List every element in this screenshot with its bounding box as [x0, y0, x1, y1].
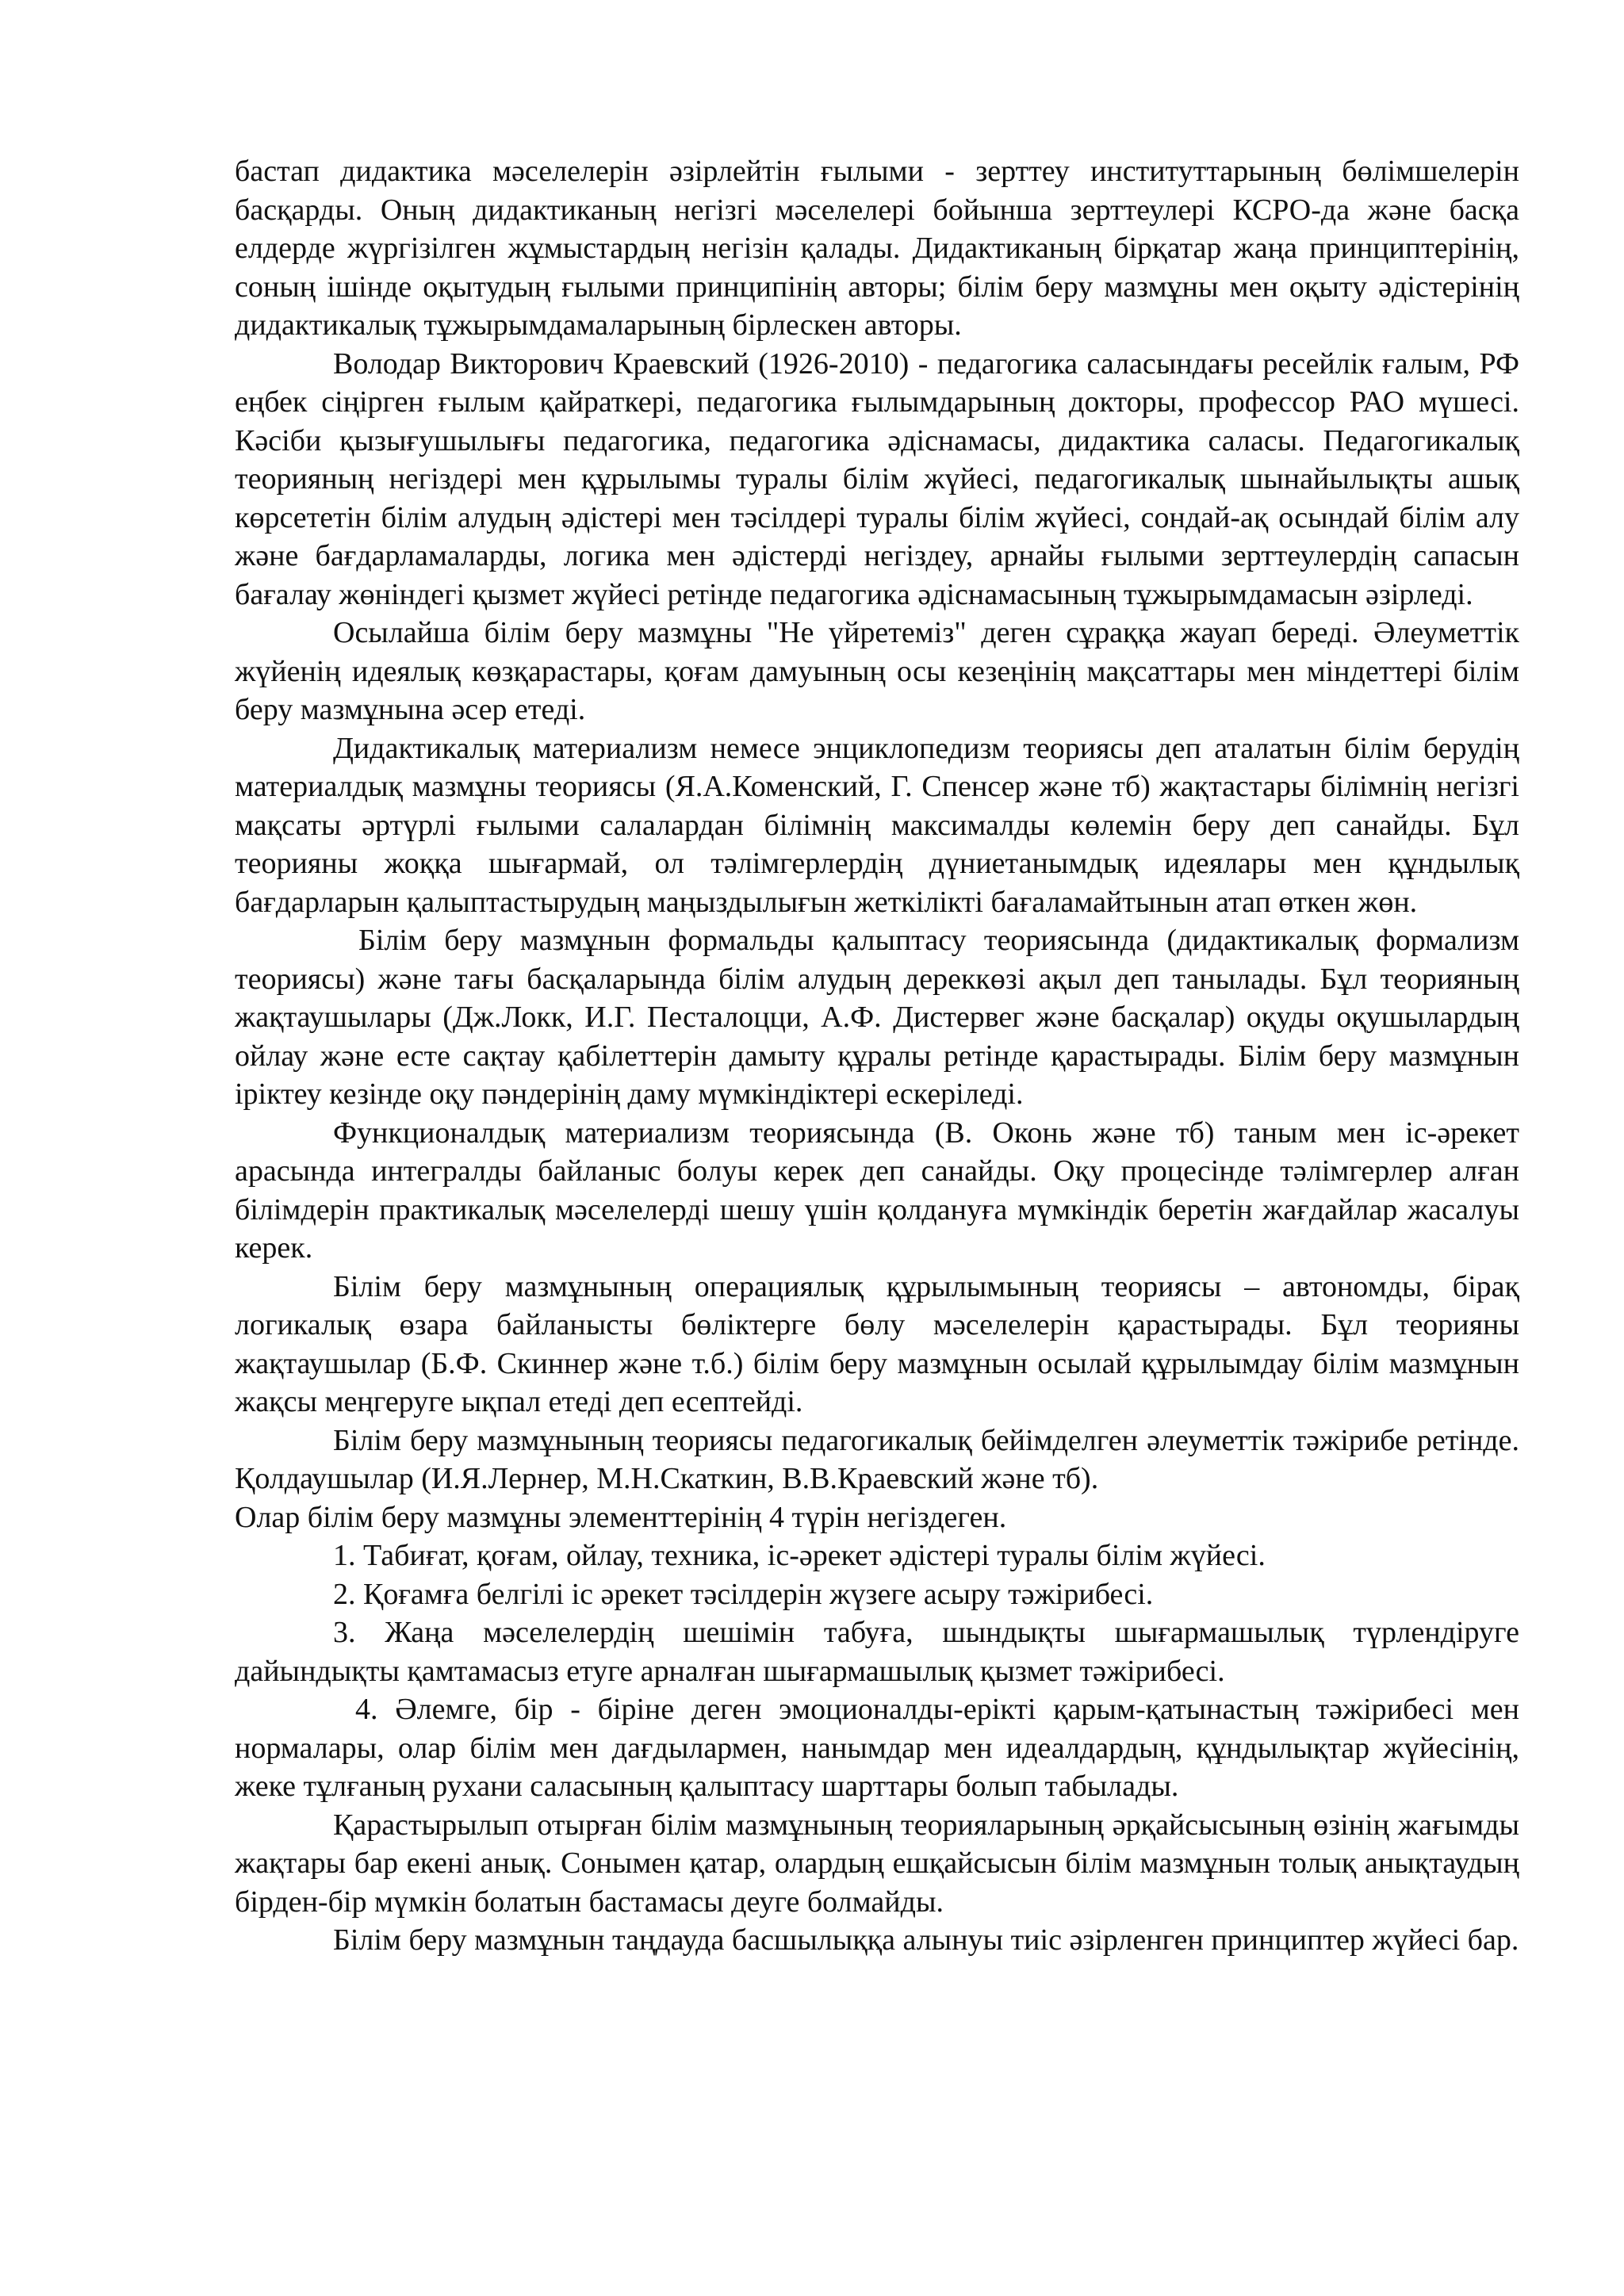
list-item-1: 1. Табиғат, қоғам, ойлау, техника, іс-әрекет әдістері туралы білім жүйесі. — [333, 1539, 1266, 1572]
paragraph-functional-materialism: Функционалдық материализм теориясында (В. Оконь және тб) таным мен іс-әрекет арасында интегралды байланыс болуы керек деп санайды. Оқу процесінде тәлімгерлер алған білімдерін практикалық мәселелерді шешу үшін қолдануға мүмкіндік беретін жағдайлар жасалуы керек. — [235, 1115, 1519, 1265]
paragraph-operational-structure: Білім беру мазмұнының операциялық құрылымының теориясы – автономды, бірақ логикалық өзара байланысты бөліктерге бөлу мәселелерін қарастырады. Бұл теорияны жақтаушылар (Б.Ф. Скиннер және т.б.) білім беру мазмұнын осылай құрылымдау білім мазмұнын жақсы меңгеруге ықпал етеді деп есептейді. — [235, 1269, 1519, 1418]
paragraph-formal-theory: Білім беру мазмұнын формальды қалыптасу теориясында (дидактикалық формализм теориясы) және тағы басқаларында білім алудың дереккөзі ақыл деп танылады. Бұл теорияның жақтаушылары (Дж.Локк, И.Г. Песталоцци, А.Ф. Дистервег және басқалар) оқуды оқушылардың ойлау және есте сақтау қабілеттерін дамыту құралы ретінде қарастырады. Білім беру мазмұнын іріктеу кезінде оқу пәндерінің даму мүмкіндіктері ескеріледі. — [235, 924, 1519, 1111]
list-item-4: 4. Әлемге, бір - біріне деген эмоционалды-ерікті қарым-қатынастың тәжірибесі мен нормалары, олар білім мен дағдылармен, нанымдар мен идеалдардың, құндылықтар жүйесінің, жеке тұлғаның рухани саласының қалыптасу шарттары болып табылады. — [235, 1693, 1519, 1803]
document-page — [235, 152, 1519, 1960]
paragraph-kraevsky: Володар Викторович Краевский (1926-2010) - педагогика саласындағы ресейлік ғалым, РФ еңбек сіңірген ғылым қайраткері, педагогика ғылымдарының докторы, профессор РАО мүшесі. Кәсіби қызығушылығы педагогика, педагогика әдіснамасы, дидактика саласы. Педагогикалық теорияның негіздері мен құрылымы туралы білім жүйесі, педагогикалық шынайылықты ашық көрсететін білім алудың әдістері мен тәсілдері туралы білім жүйесі, сондай-ақ осындай білім алу және бағдарламаларды, логика мен әдістерді негіздеу, арнайы ғылыми зерттеулердің сапасын бағалау жөніндегі қызмет жүйесі ретінде педагогика әдіснамасының тұжырымдамасын әзірледі. — [235, 346, 1519, 611]
paragraph-social-experience: Білім беру мазмұнының теориясы педагогикалық бейімделген әлеуметтік тәжірибе ретінде. Қолдаушылар (И.Я.Лернер, М.Н.Скаткин, В.В.Краевский және тб). — [235, 1423, 1519, 1495]
paragraph-didactics-research: бастап дидактика мәселелерін әзірлейтін ғылыми - зерттеу институттарының бөлімшелерін басқарды. Оның дидактиканың негізгі мәселелері бойынша зерттеулері КСРО-да және басқа елдерде жүргізілген жұмыстардың негізін қалады. Дидактиканың бірқатар жаңа принциптерінің, соның ішінде оқытудың ғылыми принципінің авторы; білім беру мазмұны мен оқыту әдістерінің дидактикалық тұжырымдамаларының бірлескен авторы. — [235, 155, 1519, 342]
paragraph-theories-summary: Қарастырылып отырған білім мазмұнының теорияларының әрқайсысының өзінің жағымды жақтары бар екені анық. Сонымен қатар, олардың ешқайсысын білім мазмұнын толық анықтаудың бірден-бір мүмкін болатын бастамасы деуге болмайды. — [235, 1808, 1519, 1919]
paragraph-principles: Білім беру мазмұнын таңдауда басшылыққа алынуы тиіс әзірленген принциптер жүйесі бар. — [333, 1923, 1519, 1957]
paragraph-four-elements: Олар білім беру мазмұны элементтерінің 4 түрін негіздеген. — [235, 1500, 1007, 1534]
paragraph-what-we-teach: Осылайша білім беру мазмұны "Не үйретеміз" деген сұраққа жауап береді. Әлеуметтік жүйенің идеялық көзқарастары, қоғам дамуының осы кезеңінің мақсаттары мен міндеттері білім беру мазмұнына әсер етеді. — [235, 616, 1519, 726]
list-item-3: 3. Жаңа мәселелердің шешімін табуға, шындықты шығармашылық түрлендіруге дайындықты қамтамасыз етуге арналған шығармашылық қызмет тәжірибесі. — [235, 1616, 1519, 1688]
list-item-2: 2. Қоғамға белгілі іс әрекет тәсілдерін жүзеге асыру тәжірибесі. — [333, 1577, 1154, 1611]
paragraph-didactic-materialism: Дидактикалық материализм немесе энциклопедизм теориясы деп аталатын білім берудің материалдық мазмұны теориясы (Я.А.Коменский, Г. Спенсер және тб) жақтастары білімнің негізгі мақсаты әртүрлі ғылыми салалардан білімнің максималды көлемін беру деп санайды. Бұл теорияны жоққа шығармай, ол тәлімгерлердің дүниетанымдық идеялары мен құндылық бағдарларын қалыптастырудың маңыздылығын жеткілікті бағаламайтынын атап өткен жөн. — [235, 731, 1519, 919]
